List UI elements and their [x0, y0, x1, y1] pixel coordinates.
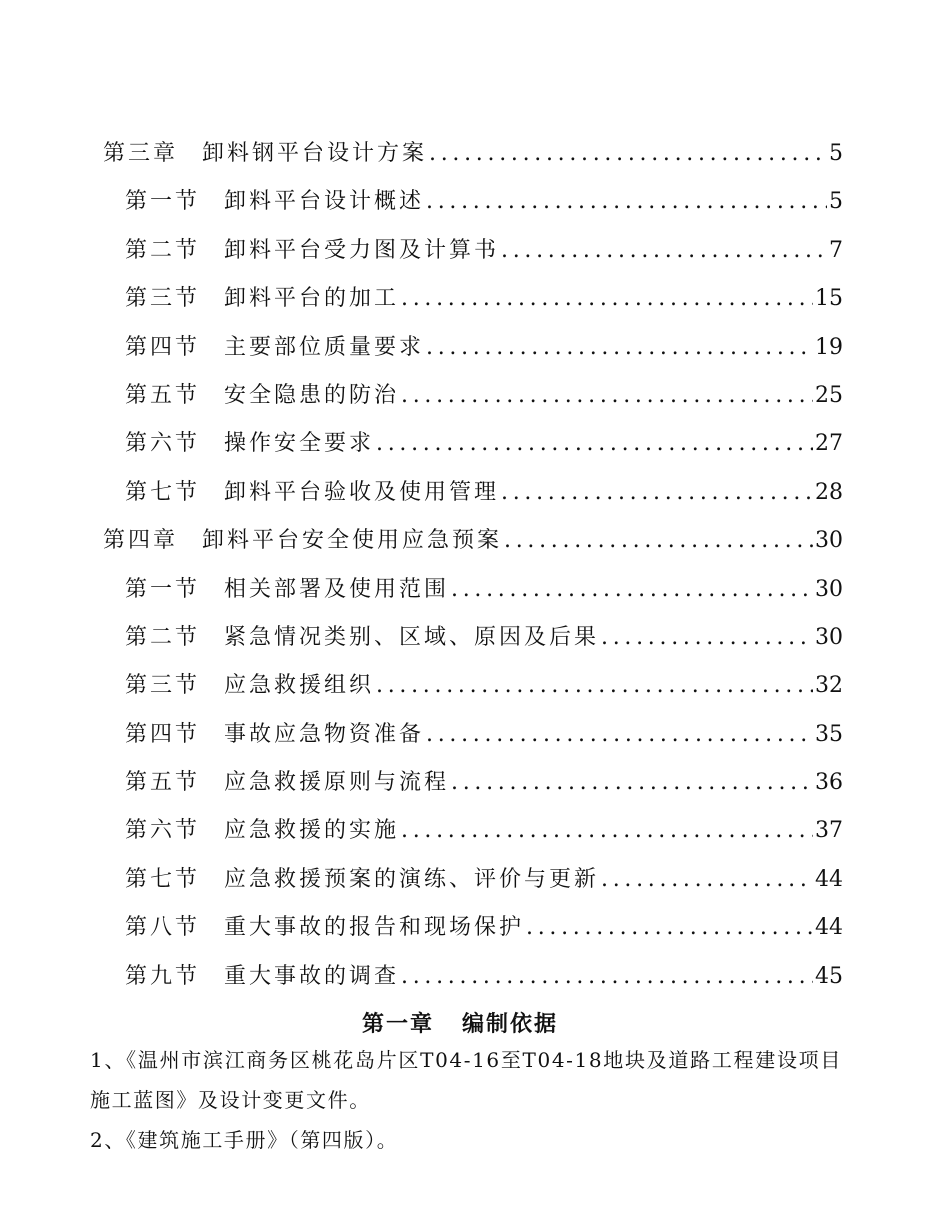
toc-dot-leader: [429, 130, 827, 178]
toc-dot-leader: [426, 711, 813, 759]
toc-entry-title: 卸料平台受力图及计算书: [224, 237, 500, 263]
toc-entry-page: 45: [815, 963, 843, 989]
toc-dot-leader: [504, 517, 813, 565]
toc-entry-page: 25: [815, 382, 843, 408]
toc-entry[interactable]: [103, 953, 843, 1001]
toc-entry[interactable]: [103, 469, 843, 517]
toc-entry-page: 27: [815, 431, 843, 457]
toc-entry-page: 30: [815, 528, 843, 554]
toc-entry[interactable]: [103, 130, 843, 178]
toc-dot-leader: [426, 324, 813, 372]
chapter-heading-number: 第一章: [361, 1012, 434, 1037]
toc-entry-title: 卸料平台的加工: [224, 286, 400, 312]
toc-entry-page: 37: [815, 818, 843, 844]
toc-entry-page: 32: [815, 673, 843, 699]
toc-entry-number: 第三节: [125, 673, 201, 699]
toc-dot-leader: [451, 759, 813, 807]
toc-entry-title: 卸料平台安全使用应急预案: [202, 528, 503, 554]
toc-entry-page: 44: [815, 866, 843, 892]
toc-entry-page: 28: [815, 479, 843, 505]
toc-entry-page: 5: [829, 141, 843, 166]
toc-entry-page: 44: [815, 915, 843, 941]
toc-entry-page: 19: [815, 334, 843, 360]
chapter-heading: [0, 1007, 920, 1038]
toc-entry-number: 第五节: [125, 770, 201, 796]
toc-entry-title: 主要部位质量要求: [224, 334, 425, 360]
toc-entry[interactable]: [103, 566, 843, 614]
toc-dot-leader: [501, 469, 813, 517]
toc-dot-leader: [451, 566, 813, 614]
toc-entry-number: 第一节: [125, 576, 201, 602]
toc-entry-number: 第四章: [103, 528, 179, 554]
toc-entry-title: 应急救援原则与流程: [224, 770, 450, 796]
toc-entry-page: 7: [829, 237, 843, 263]
toc-entry[interactable]: [103, 807, 843, 855]
toc-entry-number: 第八节: [125, 915, 201, 941]
toc-entry[interactable]: [103, 614, 843, 662]
toc-entry[interactable]: [103, 324, 843, 372]
toc-entry[interactable]: [103, 711, 843, 759]
toc-entry-title: 事故应急物资准备: [224, 721, 425, 747]
toc-entry-number: 第二节: [125, 237, 201, 263]
toc-entry-title: 应急救援组织: [224, 673, 375, 699]
toc-entry-number: 第六节: [125, 818, 201, 844]
toc-entry-title: 卸料平台验收及使用管理: [224, 479, 500, 505]
toc-entry-title: 重大事故的报告和现场保护: [224, 915, 525, 941]
toc-entry-number: 第三章: [103, 141, 179, 166]
toc-dot-leader: [376, 420, 813, 468]
toc-entry-number: 第一节: [125, 189, 201, 215]
toc-entry-page: 15: [815, 286, 843, 312]
toc-dot-leader: [376, 662, 813, 710]
toc-entry-title: 重大事故的调查: [224, 963, 400, 989]
toc-entry[interactable]: [103, 759, 843, 807]
toc-entry-title: 卸料钢平台设计方案: [202, 141, 428, 166]
toc-entry-number: 第四节: [125, 334, 201, 360]
toc-entry[interactable]: [103, 178, 843, 226]
toc-entry-page: 5: [829, 189, 843, 215]
toc-entry[interactable]: [103, 517, 843, 565]
toc-entry-page: 36: [815, 770, 843, 796]
toc-dot-leader: [401, 807, 813, 855]
toc-entry-number: 第三节: [125, 286, 201, 312]
toc-entry-number: 第七节: [125, 479, 201, 505]
toc-entry[interactable]: [103, 904, 843, 952]
toc-entry-page: 30: [815, 624, 843, 650]
toc-entry-number: 第四节: [125, 721, 201, 747]
toc-entry[interactable]: [103, 372, 843, 420]
toc-dot-leader: [526, 904, 813, 952]
toc-dot-leader: [401, 275, 813, 323]
toc-entry[interactable]: [103, 420, 843, 468]
table-of-contents: [103, 130, 843, 1001]
toc-entry-number: 第二节: [125, 624, 201, 650]
toc-entry-title: 应急救援的实施: [224, 818, 400, 844]
toc-entry-number: 第九节: [125, 963, 201, 989]
chapter-heading-title: 编制依据: [462, 1012, 559, 1037]
toc-entry-number: 第七节: [125, 866, 201, 892]
toc-entry-page: 35: [815, 721, 843, 747]
toc-entry-title: 应急救援预案的演练、评价与更新: [224, 866, 600, 892]
toc-entry[interactable]: [103, 227, 843, 275]
toc-entry-number: 第六节: [125, 431, 201, 457]
body-text: [90, 1040, 842, 1160]
paragraph: 1、《温州市滨江商务区桃花岛片区T04-16至T04-18地块及道路工程建设项目施工蓝图》及设计变更文件。: [90, 1048, 842, 1112]
toc-dot-leader: [426, 178, 827, 226]
toc-entry-title: 卸料平台设计概述: [224, 189, 425, 215]
toc-entry-number: 第五节: [125, 382, 201, 408]
toc-entry-title: 操作安全要求: [224, 431, 375, 457]
toc-dot-leader: [601, 856, 813, 904]
toc-entry[interactable]: [103, 275, 843, 323]
toc-entry-title: 紧急情况类别、区域、原因及后果: [224, 624, 600, 650]
toc-dot-leader: [401, 953, 813, 1001]
toc-entry[interactable]: [103, 856, 843, 904]
toc-dot-leader: [601, 614, 813, 662]
toc-dot-leader: [401, 372, 813, 420]
toc-dot-leader: [501, 227, 827, 275]
toc-entry-title: 安全隐患的防治: [224, 382, 400, 408]
toc-entry-title: 相关部署及使用范围: [224, 576, 450, 602]
toc-entry-page: 30: [815, 576, 843, 602]
paragraph: 2、《建筑施工手册》（第四版）。: [90, 1128, 399, 1152]
toc-entry[interactable]: [103, 662, 843, 710]
